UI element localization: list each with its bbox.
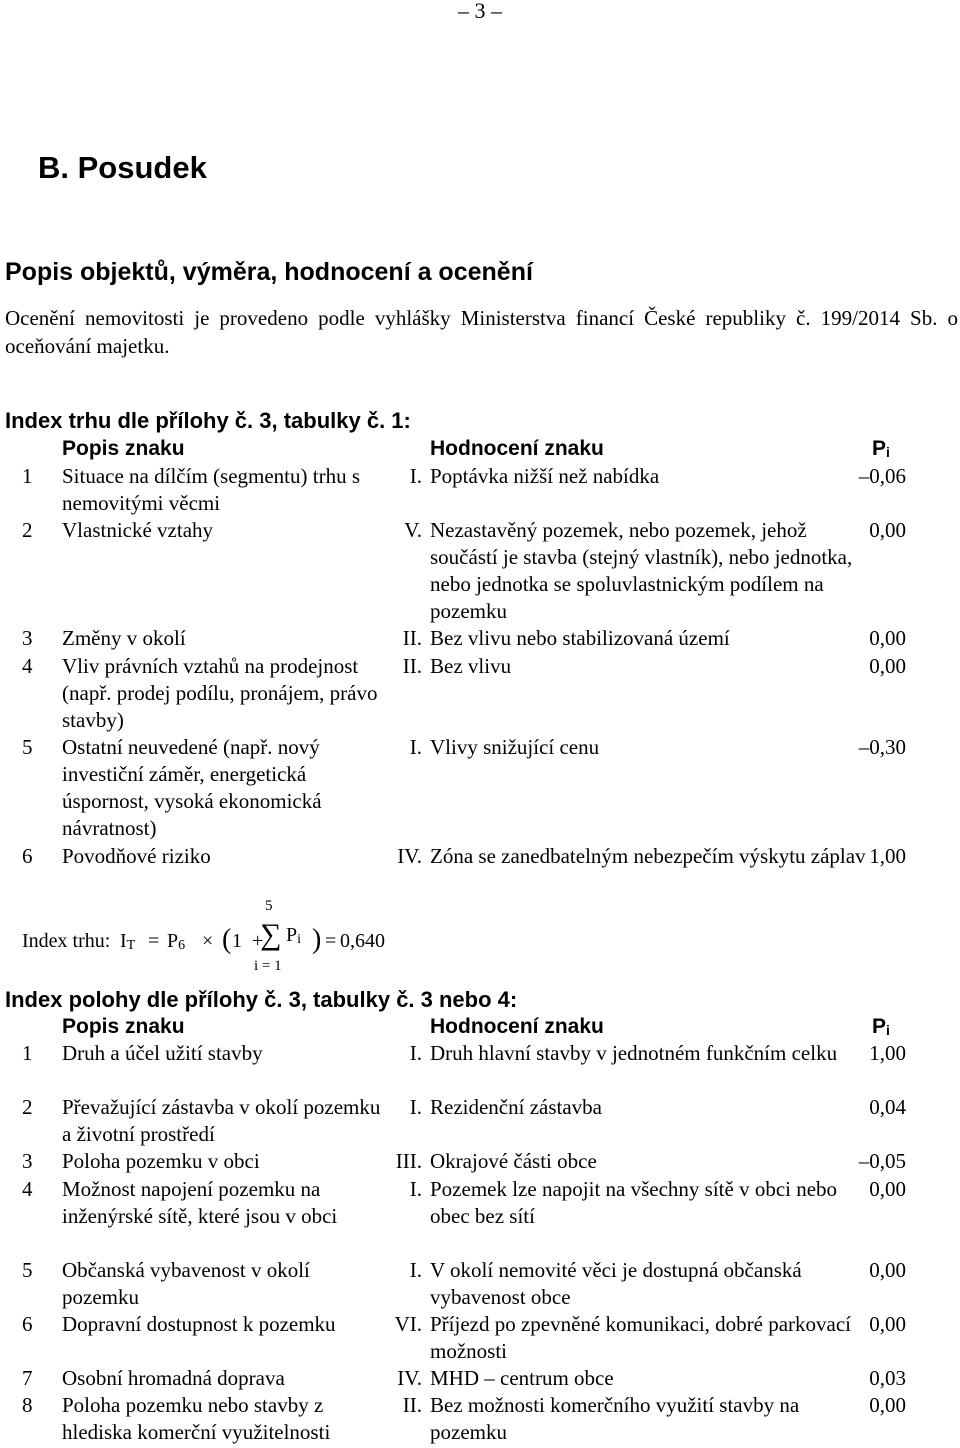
market-index-heading: Index trhu dle přílohy č. 3, tabulky č. 1: [5,408,411,433]
row-feature: Osobní hromadná doprava [62,1366,285,1390]
row-rating: Vlivy snižující cenu [430,735,600,759]
row-rating: Poptávka nižší než nabídka [430,464,660,488]
row-rating: Druh hlavní stavby v jednotném funkčním celku [430,1041,838,1065]
row-number: 1 [22,1041,33,1065]
row-roman: V. [404,518,422,542]
formula-p6: $P_6$ [167,930,186,953]
formula-sum-upper: 5 [265,898,273,914]
row-value: 1,00 [869,1041,906,1065]
row-rating: MHD – centrum obce [430,1366,614,1390]
row-number: 7 [22,1366,33,1390]
row-feature: Druh a účel užití stavby [62,1041,263,1065]
row-feature: Změny v okolí [62,626,186,650]
row-feature: Občanská vybavenost v okolí pozemku [62,1258,310,1309]
formula-times: × [202,930,214,952]
row-number: 4 [22,654,33,678]
subsection-title: Popis objektů, výměra, hodnocení a ocenění [5,258,533,286]
row-value: 0,03 [869,1366,906,1390]
row-rating: Pozemek lze napojit na všechny sítě v obci nebo obec bez sítí [430,1177,838,1228]
formula-one: 1 [232,930,242,952]
formula-it: $I_T$ [120,930,136,953]
formula-sigma: ∑ [260,918,282,951]
row-rating: Zóna se zanedbatelným nebezpečím výskytu záplav [430,844,866,868]
row-roman: I. [409,1041,422,1065]
row-roman: I. [409,1177,422,1201]
row-feature: Poloha pozemku nebo stavby z hlediska komerční využitelnosti [62,1393,331,1444]
row-roman: II. [402,654,422,678]
row-feature: Dopravní dostupnost k pozemku [62,1312,336,1336]
row-number: 1 [22,464,33,488]
row-value: 1,00 [869,844,906,868]
row-roman: I. [409,1258,422,1282]
row-number: 3 [22,626,33,650]
row-feature: Povodňové riziko [62,844,211,868]
row-value: 0,00 [869,1312,906,1336]
location-col-rating: Hodnocení znaku [430,1015,604,1038]
row-number: 5 [22,1258,33,1282]
row-rating: Rezidenční zástavba [430,1095,602,1119]
location-col-p: $P_i$ [872,1015,890,1038]
row-feature: Převažující zástavba v okolí pozemku a životní prostředí [62,1095,381,1146]
row-value: 0,00 [869,654,906,678]
location-index-heading: Index polohy dle přílohy č. 3, tabulky č. 3 nebo 4: [5,987,518,1012]
row-value: 0,00 [869,518,906,542]
formula-result: 0,640 [340,930,385,952]
row-number: 2 [22,1095,33,1119]
row-roman: IV. [397,1366,422,1390]
formula-paren-close: ) [312,924,322,955]
row-feature: Možnost napojení pozemku na inženýrské sítě, které jsou v obci [62,1177,338,1228]
row-roman: I. [409,1095,422,1119]
row-number: 6 [22,844,33,868]
intro-paragraph: Ocenění nemovitosti je provedeno podle vyhlášky Ministerstva financí České republiky č. 199/2014 Sb. o oceňování majetku. [5,306,958,358]
formula-plus: + [252,930,264,952]
location-col-feature: Popis znaku [62,1015,185,1038]
row-number: 8 [22,1393,33,1417]
row-number: 4 [22,1177,33,1201]
row-number: 2 [22,518,33,542]
row-value: 0,00 [869,1177,906,1201]
formula-equals: = [148,930,160,952]
row-roman: III. [395,1149,422,1173]
row-roman: VI. [394,1312,422,1336]
market-col-rating: Hodnocení znaku [430,437,604,460]
row-feature: Situace na dílčím (segmentu) trhu s nemovitými věcmi [62,464,361,515]
market-col-feature: Popis znaku [62,437,185,460]
row-number: 3 [22,1149,33,1173]
page-number: – 3 – [458,0,502,23]
row-value: –0,05 [858,1149,906,1173]
row-value: –0,30 [858,735,906,759]
formula-label: Index trhu: [22,930,111,952]
row-roman: I. [409,464,422,488]
market-col-p: $P_i$ [872,437,890,460]
row-rating: Nezastavěný pozemek, nebo pozemek, jehož součástí je stavba (stejný vlastník), nebo jednotka, nebo jednotka se spoluvlastnickým podílem na pozemku [430,518,853,623]
row-roman: I. [409,735,422,759]
formula-paren-open: ( [222,924,232,955]
row-number: 6 [22,1312,33,1336]
row-rating: V okolí nemovité věci je dostupná občanská vybavenost obce [430,1258,802,1309]
row-roman: II. [402,626,422,650]
row-rating: Příjezd po zpevněné komunikaci, dobré parkovací možnosti [430,1312,852,1363]
row-roman: II. [402,1393,422,1417]
row-rating: Bez možnosti komerčního využití stavby na pozemku [430,1393,800,1444]
formula-sum-lower: i = 1 [254,958,282,974]
row-roman: IV. [397,844,422,868]
formula-equals-2: = [325,930,337,952]
section-title: B. Posudek [38,150,207,185]
formula-pi: $P_i$ [286,924,302,947]
row-value: 0,00 [869,626,906,650]
row-rating: Bez vlivu nebo stabilizovaná území [430,626,730,650]
row-feature: Vlastnické vztahy [62,518,214,542]
row-rating: Bez vlivu [430,654,512,678]
row-number: 5 [22,735,33,759]
row-feature: Ostatní neuvedené (např. nový investiční záměr, energetická úspornost, vysoká ekonomická návratnost) [62,735,322,840]
row-rating: Okrajové části obce [430,1149,597,1173]
row-value: –0,06 [858,464,906,488]
row-value: 0,00 [869,1258,906,1282]
row-feature: Vliv právních vztahů na prodejnost (např. prodej podílu, pronájem, právo stavby) [62,654,378,732]
row-value: 0,04 [869,1095,906,1119]
row-value: 0,00 [869,1393,906,1417]
row-feature: Poloha pozemku v obci [62,1149,260,1173]
